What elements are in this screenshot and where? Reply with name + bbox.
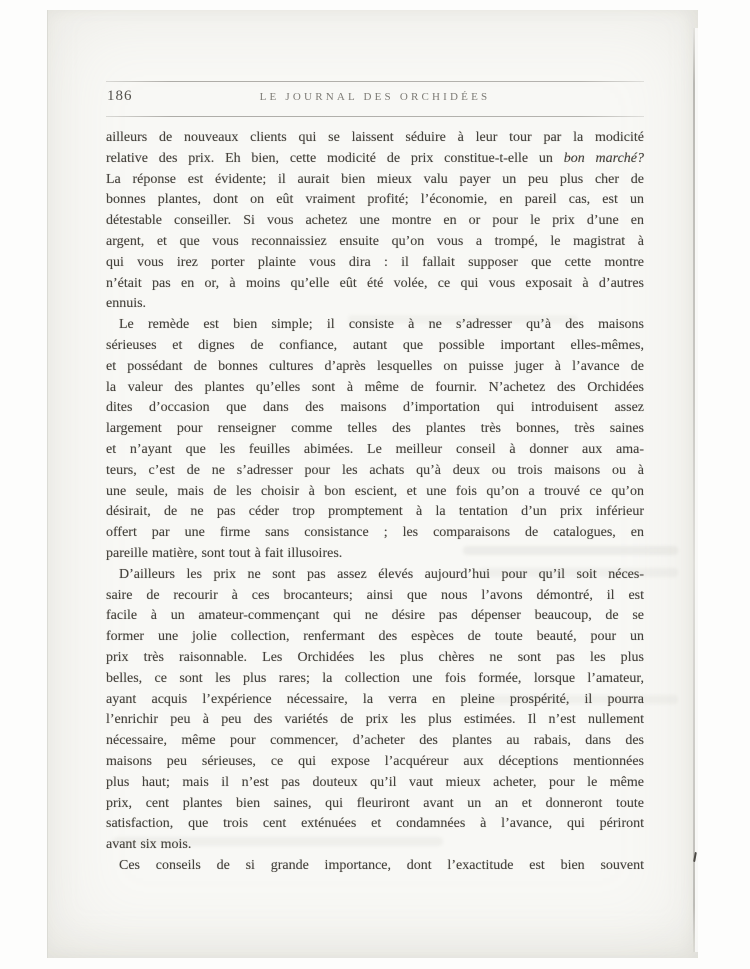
text-line (106, 274, 644, 295)
text-line (106, 586, 644, 607)
text-line (106, 606, 644, 627)
text-segment: prix très raisonnable. Les Orchidées les plus chères ne sont pas les plus (106, 649, 644, 665)
text-segment: détestable conseiller. Si vous achetez une montre en or pour le prix d’une en (106, 213, 644, 229)
text-segment: facile à un amateur-commençant qui ne désire pas dépenser beaucoup, de se (106, 608, 644, 624)
header-rule-top (106, 81, 644, 82)
text-line (106, 669, 644, 690)
text-line (106, 565, 644, 586)
text-segment: et possédant de bonnes cultures d’après lesquelles on puisse juger à l’avance de (106, 358, 644, 374)
running-title: LE JOURNAL DES ORCHIDÉES (259, 91, 491, 103)
text-line (106, 835, 644, 856)
text-line (106, 794, 644, 815)
page-edge-highlight (695, 28, 698, 952)
text-line (106, 378, 644, 399)
paragraph (106, 856, 644, 877)
text-line (106, 253, 644, 274)
text-segment: une seule, mais de les choisir à bon escient, et une fois qu’on a trouvé ce qu’on (106, 483, 644, 499)
text-segment: largement pour renseigner comme telles des plantes très bonnes, très saines (106, 421, 644, 437)
text-segment: sérieuses et dignes de confiance, autant que possible important elles-mêmes, (106, 337, 644, 353)
text-segment: et n’ayant que les feuilles abimées. Le meilleur conseil à donner aux ama- (106, 441, 644, 457)
text-segment: l’enrichir peu à peu des variétés de prix les plus estimées. Il n’est nullement (106, 712, 644, 728)
text-segment: La réponse est évidente; il aurait bien mieux valu payer un peu plus cher de (106, 171, 644, 187)
text-line (106, 315, 644, 336)
text-line (106, 398, 644, 419)
article-body (106, 128, 644, 877)
text-segment: satisfaction, que trois cent exténuées et condamnées à l’avance, qui périront (106, 816, 644, 832)
text-segment: teurs, c’est de ne s’adresser pour les achats qu’à deux ou trois maisons ou à (106, 462, 644, 478)
text-line (106, 461, 644, 482)
text-segment: nécessaire, même pour commencer, d’acheter des plantes au rabais, dans des (106, 733, 644, 749)
text-line (106, 752, 644, 773)
book-page (47, 10, 698, 958)
text-line (106, 128, 644, 149)
text-segment: argent, et que vous reconnaissiez ensuite qu’on vous a trompé, le magistrat à (106, 233, 644, 249)
text-line (106, 190, 644, 211)
text-line (106, 648, 644, 669)
text-line (106, 170, 644, 191)
text-line (106, 336, 644, 357)
text-segment: désirait, de ne pas céder trop promptement à la tentation d’un prix inférieur (106, 504, 644, 520)
page-edge-right (693, 28, 695, 952)
text-line (106, 357, 644, 378)
text-segment: offert par une firme sans consistance ; les comparaisons de catalogues, en (106, 525, 644, 541)
text-segment: bonnes plantes, dont on eût vraiment profité; l’économie, en pareil cas, est un (106, 192, 644, 208)
text-segment: pareille matière, sont tout à fait illusoires. (106, 545, 343, 561)
text-line (106, 523, 644, 544)
header-rule-bottom (106, 116, 644, 117)
text-segment: Le remède est bien simple; il consiste à ne s’adresser qu’à des maisons (119, 317, 644, 333)
text-segment: plus haut; mais il n’est pas douteux qu’il vaut mieux acheter, pour le même (106, 774, 644, 790)
page-number: 186 (107, 88, 133, 104)
text-line (106, 419, 644, 440)
text-segment: ennuis. (106, 296, 147, 312)
text-line (106, 710, 644, 731)
text-segment: belles, ce sont les plus rares; la collection une fois formée, lorsque l’amateur, (106, 670, 644, 686)
text-line (106, 814, 644, 835)
text-line (106, 232, 644, 253)
text-line (106, 502, 644, 523)
text-line (106, 773, 644, 794)
text-segment: qui vous irez porter plainte vous dira : il fallait supposer que cette montre (106, 254, 644, 270)
text-segment: avant six mois. (106, 837, 192, 853)
text-line (106, 731, 644, 752)
text-segment: la valeur des plantes qu’elles sont à même de fournir. N’achetez des Orchidées (106, 379, 644, 395)
text-segment: relative des prix. Eh bien, cette modicité de prix constitue-t-elle un (106, 150, 564, 166)
text-segment: ayant acquis l’expérience nécessaire, la verra en pleine prospérité, il pourra (106, 691, 644, 707)
text-line (106, 149, 644, 170)
text-segment: saire de recourir à ces brocanteurs; ainsi que nous l’avons démontré, il est (106, 587, 644, 603)
text-line (106, 482, 644, 503)
paragraph (106, 315, 644, 565)
text-segment: ailleurs de nouveaux clients qui se laissent séduire à leur tour par la modicité (106, 130, 644, 145)
text-segment: Ces conseils de si grande importance, dont l’exactitude est bien souvent (119, 857, 644, 873)
paragraph (106, 128, 644, 315)
text-line (106, 211, 644, 232)
text-segment: prix, cent plantes bien saines, qui fleuriront avant un an et donneront toute (106, 795, 644, 811)
text-line (106, 544, 644, 565)
text-segment: former une jolie collection, renfermant des espèces de toute beauté, pour un (106, 629, 644, 645)
text-segment: dites d’occasion que dans des maisons d’importation qui introduisent assez (106, 400, 644, 416)
text-line (106, 440, 644, 461)
text-segment: n’était pas en or, à moins qu’elle eût été volée, ce qui vous exposait à d’autres (106, 275, 644, 291)
text-line (106, 627, 644, 648)
italic-text: bon marché? (563, 150, 644, 166)
text-segment: D’ailleurs les prix ne sont pas assez élevés aujourd’hui pour qu’il soit néces- (119, 566, 644, 582)
paragraph (106, 565, 644, 856)
text-line (106, 690, 644, 711)
text-line (106, 856, 644, 877)
text-segment: maisons peu sérieuses, ce qui expose l’acquéreur aux déceptions mentionnées (106, 753, 644, 769)
text-line (106, 294, 644, 315)
